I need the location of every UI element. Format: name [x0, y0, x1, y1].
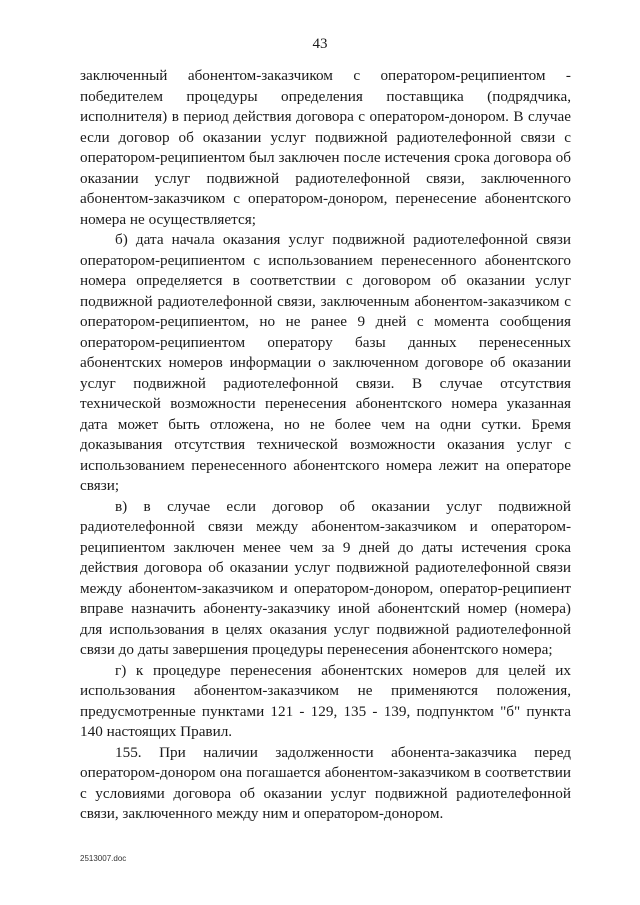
paragraph-155: 155. При наличии задолженности абонента-заказчика перед оператором-донором она погашается абонентом-заказчиком в соответствии с условиями договора об оказании услуг подвижной радиотелефонной связи, заключенного между ним и оператором-донором. — [80, 743, 571, 822]
footer-filename: 2513007.doc — [80, 854, 127, 863]
paragraph-continuation: заключенный абонентом-заказчиком с оператором-реципиентом - победителем процедуры определения поставщика (подрядчика, исполнителя) в период действия договора с оператором-донором. В случае если договор об оказании услуг подвижной радиотелефонной связи с оператором-реципиентом был заключен после истечения срока договора об оказании услуг подвижной радиотелефонной связи, заключенного абонентом-заказчиком с оператором-донором, перенесение абонентского номера не осуществляется; — [80, 67, 571, 228]
paragraph-item-b: б) дата начала оказания услуг подвижной радиотелефонной связи оператором-реципиентом с использованием перенесенного абонентского номера определяется в соответствии с договором об оказании услуг подвижной радиотелефонной связи, заключенным абонентом-заказчиком с оператором-реципиентом, но не ранее 9 дней с момента сообщения оператором-реципиентом оператору базы данных перенесенных абонентских номеров информации о заключенном договоре об оказании услуг подвижной радиотелефонной связи. В случае отсутствия технической возможности перенесения абонентского номера указанная дата может быть отложена, но не более чем на одни сутки. Бремя доказывания отсутствия технической возможности оказания услуг с использованием перенесенного абонентского номера лежит на операторе связи; — [80, 231, 571, 494]
paragraph-item-v: в) в случае если договор об оказании услуг подвижной радиотелефонной связи между абонентом-заказчиком и оператором-реципиентом заключен менее чем за 9 дней до даты истечения срока действия договора об оказании услуг подвижной радиотелефонной связи между абонентом-заказчиком и оператором-донором, оператор-реципиент вправе назначить абоненту-заказчику иной абонентский номер (номера) для использования в целях оказания услуг подвижной радиотелефонной связи до даты завершения процедуры перенесения абонентского номера; — [80, 497, 571, 658]
paragraph-item-g: г) к процедуре перенесения абонентских номеров для целей их использования абонентом-заказчиком не применяются положения, предусмотренные пунктами 121 - 129, 135 - 139, подпунктом "б" пункта 140 настоящих Правил. — [80, 661, 571, 740]
page-number: 43 — [312, 36, 328, 52]
document-body — [80, 66, 571, 825]
